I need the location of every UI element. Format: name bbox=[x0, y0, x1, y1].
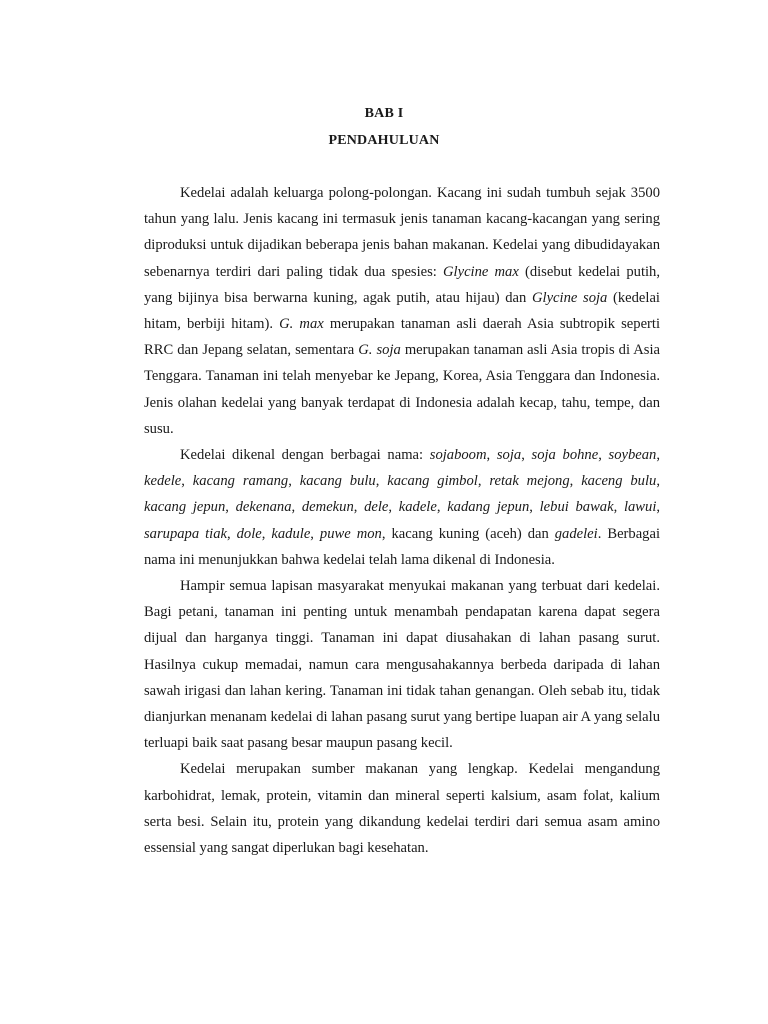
italic-term: kadule bbox=[271, 525, 311, 542]
text-run: , bbox=[388, 499, 399, 516]
italic-term: Glycine soja bbox=[531, 289, 608, 306]
italic-term: sarupapa tiak bbox=[144, 525, 227, 542]
body-text bbox=[144, 180, 660, 861]
italic-term: retak mejong bbox=[489, 473, 570, 490]
text-run: , bbox=[227, 525, 237, 542]
text-run: . Berbagai nama ini menunjukkan bahwa kedelai telah lama dikenal di Indonesia. bbox=[144, 525, 661, 568]
chapter-heading: BAB I bbox=[364, 106, 404, 121]
text-run: , bbox=[569, 473, 582, 490]
italic-term: kacang bulu bbox=[299, 473, 376, 490]
text-run: , bbox=[310, 525, 320, 542]
text-run: Kedelai adalah keluarga polong-polongan. Kacang ini sudah tumbuh sejak 3500 tahun yang lalu. Jenis kacang ini termasuk jenis tanaman kacang-kacangan yang sering diproduksi untuk dijadikan beberapa jenis bahan makanan. Kedelai yang dibudidayakan sebenarnya terdiri dari paling tidak dua spesies: bbox=[144, 185, 660, 280]
italic-term: soja bohne bbox=[531, 447, 599, 464]
italic-term: Glycine max bbox=[443, 263, 519, 280]
paragraph bbox=[144, 180, 660, 442]
text-run: merupakan tanaman asli daerah Asia subtropik seperti RRC dan Jepang selatan, sementara bbox=[144, 316, 661, 359]
italic-term: demekun bbox=[301, 499, 354, 516]
text-run: , bbox=[261, 525, 272, 542]
text-run: Kedelai dikenal dengan berbagai nama: bbox=[180, 447, 430, 464]
chapter-title: PENDAHULUAN bbox=[328, 133, 440, 148]
italic-term: kacang jepun bbox=[144, 499, 226, 516]
paragraph bbox=[144, 756, 660, 861]
text-run: , bbox=[656, 473, 660, 490]
text-run: , kacang kuning (aceh) dan bbox=[381, 525, 555, 542]
italic-term: lawui bbox=[623, 499, 657, 516]
italic-term: kaceng bulu bbox=[581, 473, 657, 490]
text-run: Kedelai merupakan sumber makanan yang lengkap. Kedelai mengandung karbohidrat, lemak, protein, vitamin dan mineral seperti kalsium, asam folat, kalium serta besi. Selain itu, protein yang dikandung kedelai terdiri dari semua asam amino essensial yang sangat diperlukan bagi kesehatan. bbox=[144, 761, 660, 857]
italic-term: soja bbox=[496, 447, 522, 464]
text-run: , bbox=[181, 473, 193, 490]
text-run: merupakan tanaman asli Asia tropis di Asia Tenggara. Tanaman ini telah menyebar ke Jepang, Korea, Asia Tenggara dan Indonesia. Jenis olahan kedelai yang banyak terdapat di Indonesia adalah kecap, tahu, tempe, dan susu. bbox=[144, 342, 660, 437]
italic-term: lebui bawak bbox=[539, 499, 614, 516]
paragraph bbox=[144, 442, 660, 573]
text-run: , bbox=[225, 499, 236, 516]
text-run: , bbox=[521, 447, 532, 464]
italic-term: gadelei bbox=[554, 525, 598, 542]
text-run: , bbox=[288, 473, 300, 490]
text-run: , bbox=[613, 499, 624, 516]
text-run: Hampir semua lapisan masyarakat menyukai makanan yang terbuat dari kedelai. Bagi petani, tanaman ini penting untuk menambah pendapatan karena dapat segera dijual dan harganya tinggi. Tanaman ini dapat diusahakan di lahan pasang surut. Hasilnya cukup memadai, namun cara mengusahakannya berbeda daripada di lahan sawah irigasi dan lahan kering. Tanaman ini tidak tahan genangan. Oleh sebab itu, tidak dianjurkan menanam kedelai di lahan pasang surut yang bertipe luapan air A yang selalu terluapi baik saat pasang besar maupun pasang kecil. bbox=[144, 578, 660, 752]
text-run: (kedelai hitam, berbiji hitam). bbox=[144, 289, 660, 333]
italic-term: soybean bbox=[608, 447, 657, 464]
italic-term: kacang gimbol bbox=[387, 473, 478, 490]
text-run: , bbox=[477, 473, 490, 490]
italic-term: dekenana bbox=[235, 499, 292, 516]
text-run: (disebut kedelai putih, yang bijinya bisa berwarna kuning, agak putih, atau hijau) dan bbox=[144, 263, 661, 306]
italic-term: sojaboom bbox=[429, 447, 487, 464]
text-run: , bbox=[486, 447, 497, 464]
text-run: , bbox=[353, 499, 365, 516]
text-run: , bbox=[656, 447, 660, 464]
text-run: , bbox=[291, 499, 302, 516]
italic-term: dole bbox=[236, 525, 262, 542]
text-run: , bbox=[598, 447, 609, 464]
text-run: , bbox=[529, 499, 540, 516]
italic-term: G. max bbox=[279, 316, 324, 333]
italic-term: kacang ramang bbox=[192, 473, 289, 490]
italic-term: puwe mon bbox=[319, 525, 382, 542]
italic-term: kadele bbox=[398, 499, 437, 516]
text-run: , bbox=[436, 499, 448, 516]
italic-term: dele bbox=[364, 499, 389, 516]
italic-term: G. soja bbox=[358, 342, 401, 359]
italic-term: kedele bbox=[144, 473, 182, 490]
text-run: , bbox=[375, 473, 388, 490]
paragraph bbox=[144, 573, 660, 756]
italic-term: kadang jepun bbox=[447, 499, 530, 516]
text-run: , bbox=[656, 499, 661, 516]
